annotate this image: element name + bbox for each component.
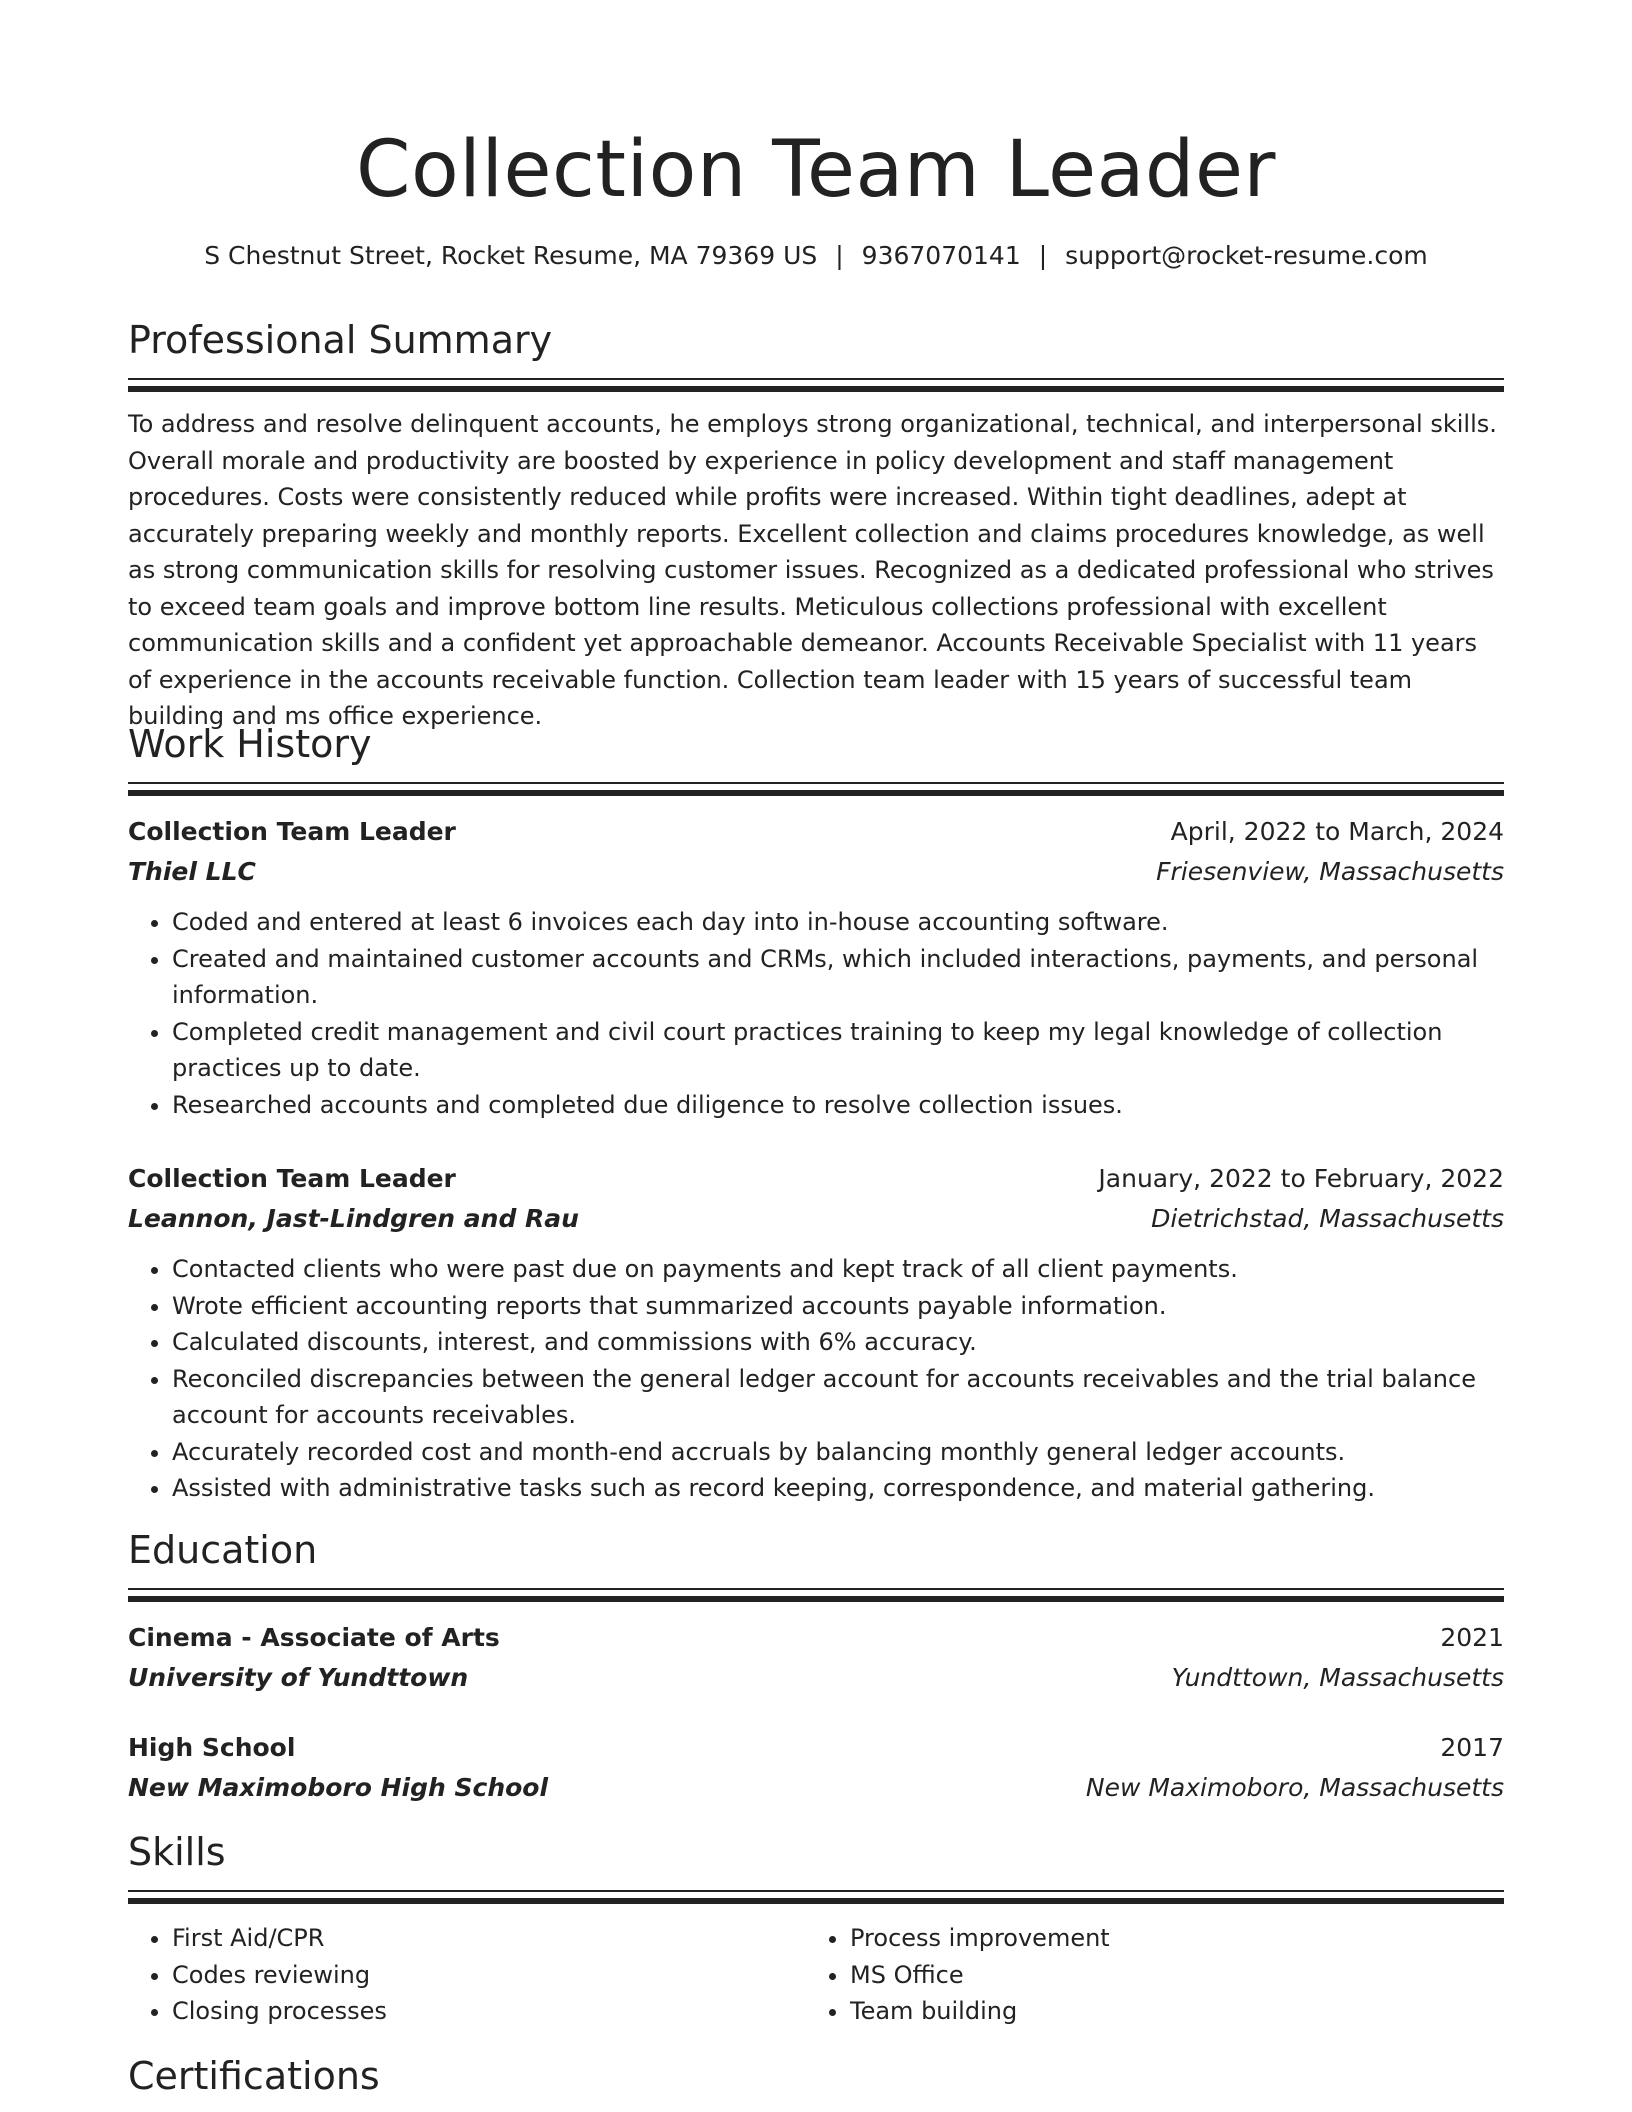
skill-item: • First Aid/CPR [172, 1920, 806, 1957]
education-school: University of Yundttown [128, 1663, 469, 1692]
job-bullet: • Researched accounts and completed due diligence to resolve collection issues. [172, 1087, 1504, 1124]
work-history-section [128, 718, 1504, 1507]
job-bullet: • Created and maintained customer accounts and CRMs, which included interactions, payments, and personal information. [172, 941, 1504, 1014]
certifications-section [128, 2050, 1504, 2102]
section-divider [128, 1588, 1504, 1590]
section-divider [128, 386, 1504, 392]
summary-text: To address and resolve delinquent accounts, he employs strong organizational, technical, and interpersonal skills. Overall morale and productivity are boosted by experience in policy development and staff management procedures. Costs were consistently reduced while profits were increased. Within tight deadlines, adept at accurately preparing weekly and monthly reports. Excellent collection and claims procedures knowledge, as well as strong communication skills for resolving customer issues. Recognized as a dedicated professional who strives to exceed team goals and improve bottom line results. Meticulous collections professional with excellent communication skills and a confident yet approachable demeanor. Accounts Receivable Specialist with 11 years of experience in the accounts receivable function. Collection team leader with 15 years of successful team building and ms office experience. [128, 410, 1497, 730]
job-bullet: • Reconciled discrepancies between the general ledger account for accounts receivables and the trial balance account for accounts receivables. [172, 1361, 1504, 1434]
job-title: Collection Team Leader [128, 1164, 456, 1193]
skill-item: • Process improvement [850, 1920, 1484, 1957]
job-bullet: • Assisted with administrative tasks such as record keeping, correspondence, and material gathering. [172, 1470, 1504, 1507]
summary-section [128, 314, 1504, 735]
contact-email: support@rocket-resume.com [1065, 241, 1428, 270]
section-divider [128, 1596, 1504, 1602]
job-bullet: • Accurately recorded cost and month-end accruals by balancing monthly general ledger accounts. [172, 1434, 1504, 1471]
job-dates: April, 2022 to March, 2024 [1170, 817, 1504, 846]
job-company: Leannon, Jast-Lindgren and Rau [128, 1204, 579, 1233]
education-year: 2021 [1440, 1623, 1504, 1652]
job-bullet: • Coded and entered at least 6 invoices each day into in-house accounting software. [172, 904, 1504, 941]
job-dates: January, 2022 to February, 2022 [1098, 1164, 1504, 1193]
skill-item: • MS Office [850, 1957, 1484, 1994]
skills-list [128, 1920, 1504, 2030]
section-divider [128, 1890, 1504, 1892]
skill-item: • Codes reviewing [172, 1957, 806, 1994]
contact-separator: | [835, 241, 844, 270]
skill-item: • Team building [850, 1993, 1484, 2030]
contact-phone: 9367070141 [861, 241, 1021, 270]
job-bullets [128, 1251, 1504, 1507]
education-location: Yundttown, Massachusetts [1171, 1663, 1504, 1692]
resume-name: Collection Team Leader [356, 125, 1276, 215]
contact-address: S Chestnut Street, Rocket Resume, MA 79369 US [204, 241, 818, 270]
job-location: Friesenview, Massachusetts [1156, 857, 1504, 886]
contact-line [128, 238, 1504, 274]
job-bullets [128, 904, 1504, 1123]
education-location: New Maximoboro, Massachusetts [1085, 1773, 1504, 1802]
section-divider [128, 378, 1504, 380]
contact-separator: | [1038, 241, 1048, 270]
education-degree: High School [128, 1733, 296, 1762]
skills-column-right [806, 1920, 1484, 2030]
section-divider [128, 782, 1504, 784]
education-section [128, 1524, 1504, 1808]
section-divider [128, 1898, 1504, 1904]
education-degree: Cinema - Associate of Arts [128, 1623, 500, 1652]
section-divider [128, 790, 1504, 796]
job-bullet: • Contacted clients who were past due on payments and kept track of all client payments. [172, 1251, 1504, 1288]
education-entry [128, 1618, 1504, 1698]
job-bullet: • Calculated discounts, interest, and commissions with 6% accuracy. [172, 1324, 1504, 1361]
section-title-certifications: Certifications [128, 2054, 380, 2098]
education-school: New Maximoboro High School [128, 1773, 549, 1802]
skills-column-left [128, 1920, 806, 2030]
skills-section [128, 1826, 1504, 2030]
job-bullet: • Completed credit management and civil court practices training to keep my legal knowledge of collection practices up to date. [172, 1014, 1504, 1087]
section-title-education: Education [128, 1528, 318, 1572]
section-title-work: Work History [128, 722, 372, 766]
education-entry [128, 1728, 1504, 1808]
section-title-skills: Skills [128, 1830, 226, 1874]
education-year: 2017 [1440, 1733, 1504, 1762]
job-entry [128, 1159, 1504, 1507]
section-title-summary: Professional Summary [128, 318, 553, 362]
job-bullet: • Wrote efficient accounting reports that summarized accounts payable information. [172, 1288, 1504, 1325]
job-entry [128, 812, 1504, 1123]
skill-item: • Closing processes [172, 1993, 806, 2030]
job-location: Dietrichstad, Massachusetts [1151, 1204, 1504, 1233]
job-title: Collection Team Leader [128, 817, 456, 846]
job-company: Thiel LLC [128, 857, 256, 886]
